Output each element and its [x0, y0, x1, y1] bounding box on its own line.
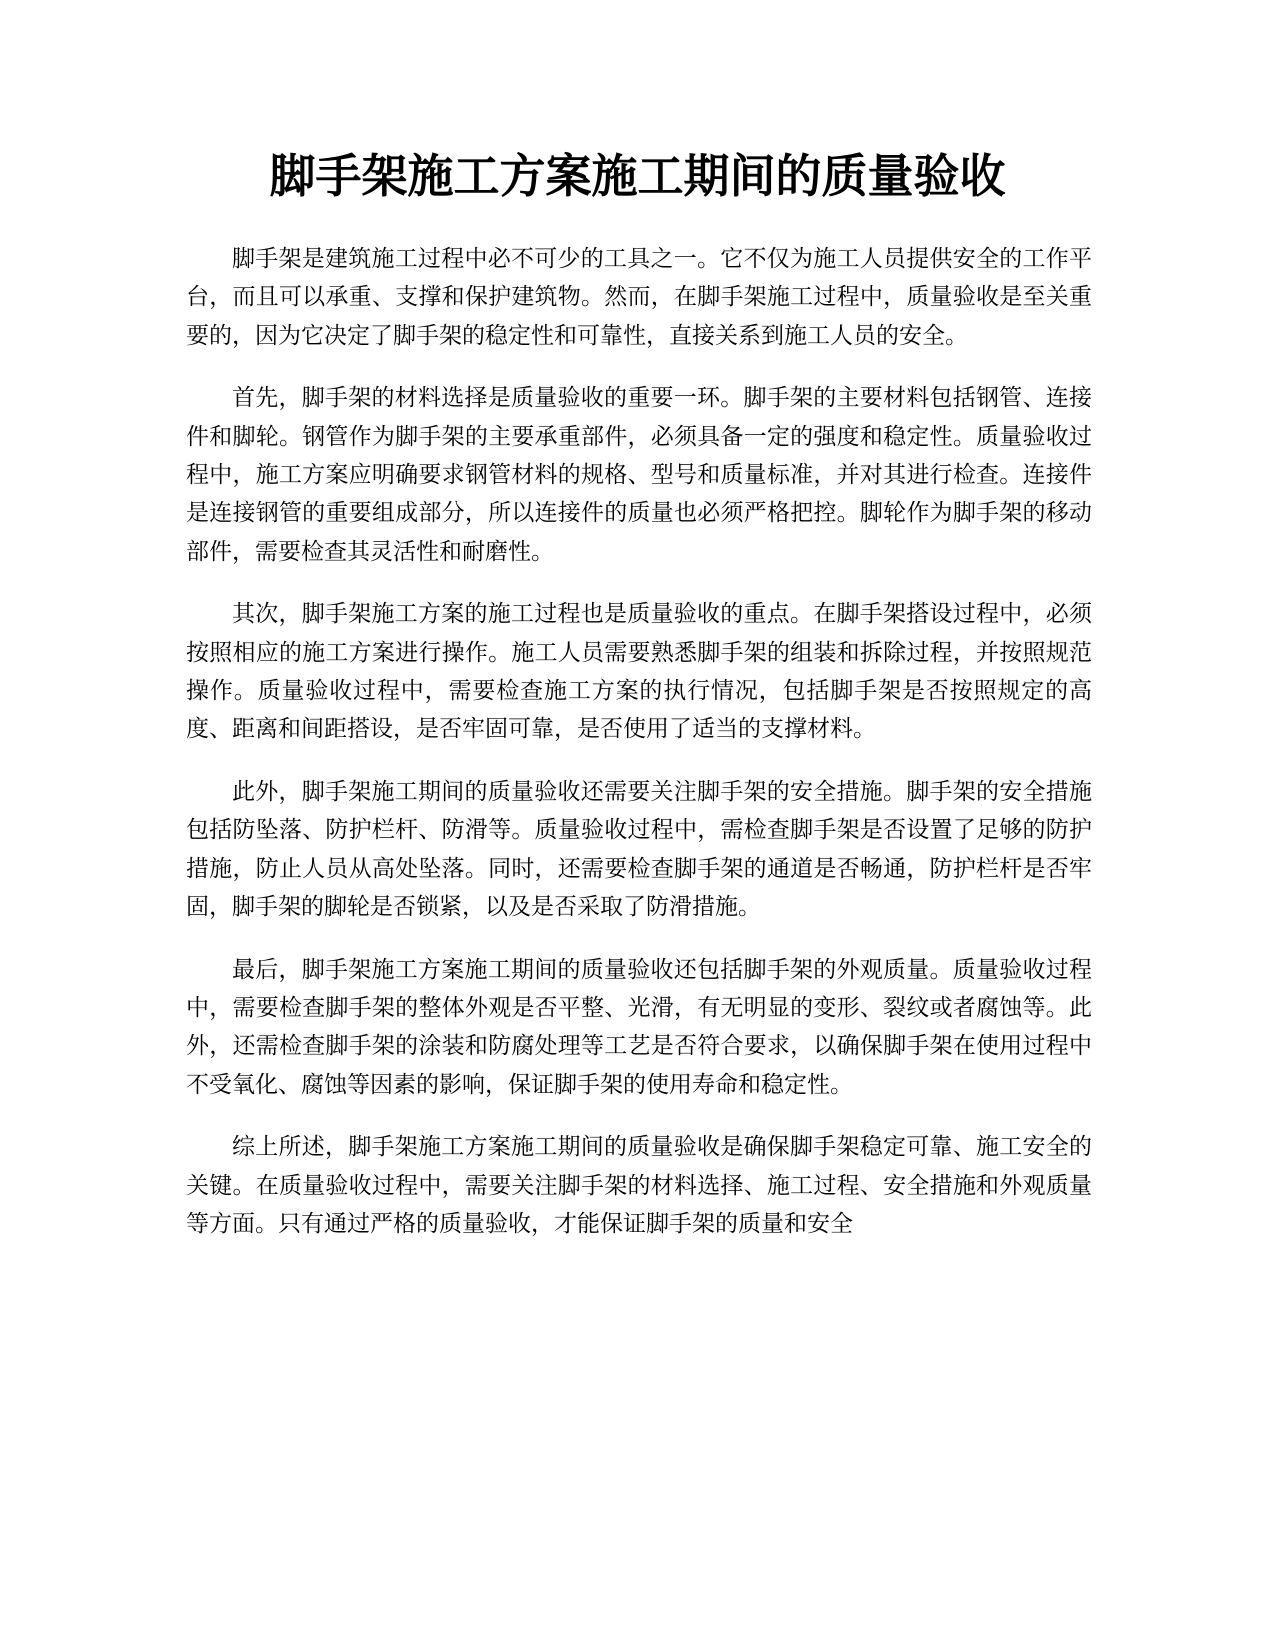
paragraph-safety-measures: 此外，脚手架施工期间的质量验收还需要关注脚手架的安全措施。脚手架的安全措施包括防坠落、防护栏杆、防滑等。质量验收过程中，需检查脚手架是否设置了足够的防护措施，防止人员从高处坠落。同时，还需要检查脚手架的通道是否畅通，防护栏杆是否牢固，脚手架的脚轮是否锁紧，以及是否采取了防滑措施。: [186, 778, 1092, 921]
paragraph-materials: 首先，脚手架的材料选择是质量验收的重要一环。脚手架的主要材料包括钢管、连接件和脚轮。钢管作为脚手架的主要承重部件，必须具备一定的强度和稳定性。质量验收过程中，施工方案应明确要求钢管材料的规格、型号和质量标准，并对其进行检查。连接件是连接钢管的重要组成部分，所以连接件的质量也必须严格把控。脚轮作为脚手架的移动部件，需要检查其灵活性和耐磨性。: [186, 385, 1092, 565]
document-title: 脚手架施工方案施工期间的质量验收: [269, 149, 1006, 203]
paragraph-intro: 脚手架是建筑施工过程中必不可少的工具之一。它不仅为施工人员提供安全的工作平台，而且可以承重、支撑和保护建筑物。然而，在脚手架施工过程中，质量验收是至关重要的，因为它决定了脚手架的稳定性和可靠性，直接关系到施工人员的安全。: [186, 246, 1092, 349]
paragraph-conclusion: 综上所述，脚手架施工方案施工期间的质量验收是确保脚手架稳定可靠、施工安全的关键。在质量验收过程中，需要关注脚手架的材料选择、施工过程、安全措施和外观质量等方面。只有通过严格的质量验收，才能保证脚手架的质量和安全: [186, 1134, 1092, 1237]
paragraph-appearance-quality: 最后，脚手架施工方案施工期间的质量验收还包括脚手架的外观质量。质量验收过程中，需要检查脚手架的整体外观是否平整、光滑，有无明显的变形、裂纹或者腐蚀等。此外，还需检查脚手架的涂装和防腐处理等工艺是否符合要求，以确保脚手架在使用过程中不受氧化、腐蚀等因素的影响，保证脚手架的使用寿命和稳定性。: [186, 956, 1092, 1098]
paragraph-construction-process: 其次，脚手架施工方案的施工过程也是质量验收的重点。在脚手架搭设过程中，必须按照相应的施工方案进行操作。施工人员需要熟悉脚手架的组装和拆除过程，并按照规范操作。质量验收过程中，需要检查施工方案的执行情况，包括脚手架是否按照规定的高度、距离和间距搭设，是否牢固可靠，是否使用了适当的支撑材料。: [186, 601, 1092, 743]
document-body: [186, 240, 1092, 1267]
